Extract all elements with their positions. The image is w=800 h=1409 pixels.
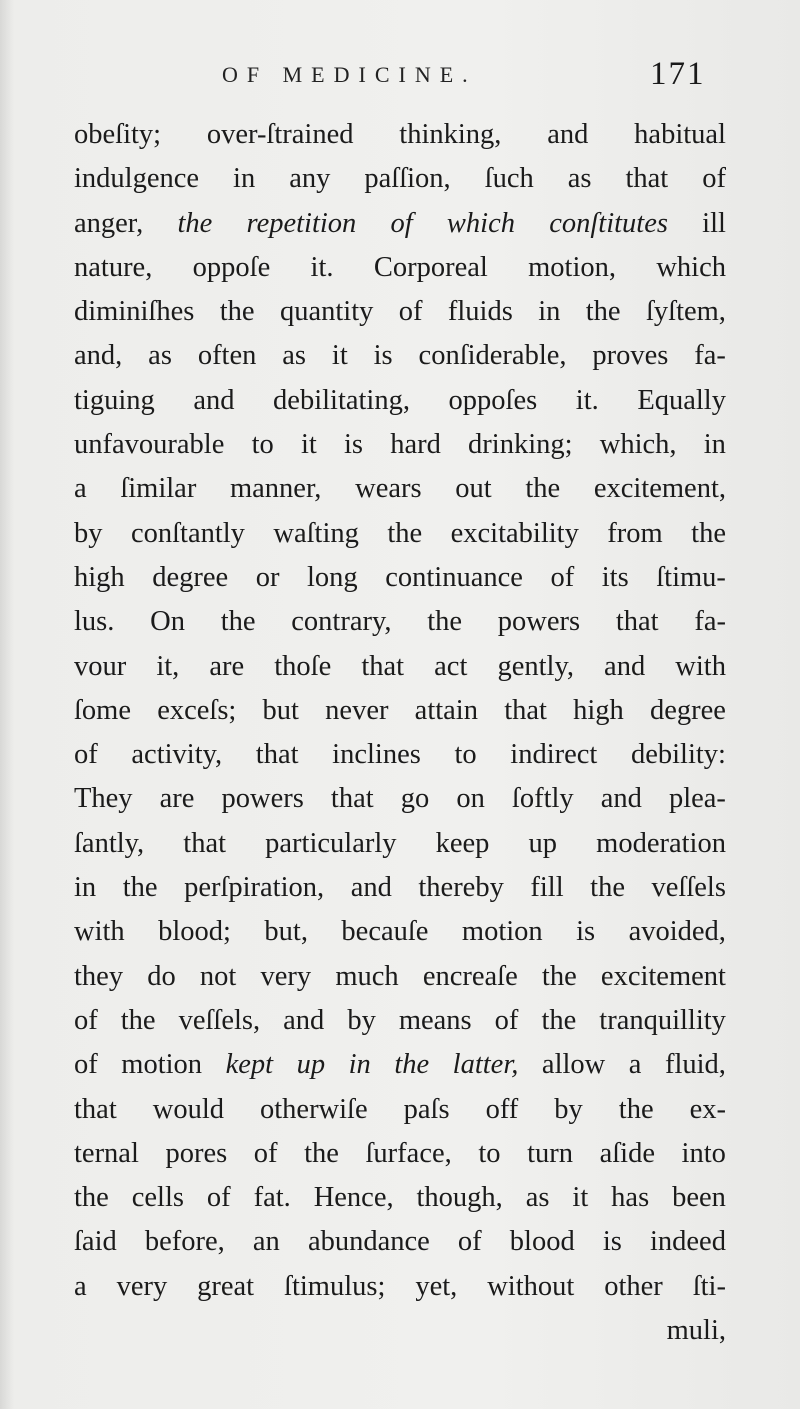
word: from (607, 517, 663, 549)
word: fat. (253, 1182, 291, 1214)
word: with (74, 916, 125, 948)
word: on (456, 783, 485, 815)
text-line (74, 157, 726, 201)
word: tiguing (74, 384, 155, 416)
word: motion (121, 1049, 203, 1081)
word: nature, (74, 251, 153, 283)
word: that (255, 739, 299, 771)
word: repetition (246, 207, 357, 239)
word: into (681, 1137, 726, 1169)
word: kept (225, 1049, 274, 1081)
word: a (628, 1049, 642, 1081)
word: though, (416, 1182, 503, 1214)
word: and (350, 872, 392, 904)
word: and (600, 783, 642, 815)
word: but, (264, 916, 308, 948)
text-line (74, 556, 726, 600)
text-line (74, 246, 726, 290)
word: the (525, 473, 561, 505)
word: thereby (418, 872, 504, 904)
word: the (427, 606, 463, 638)
running-head: OF MEDICINE. (222, 62, 477, 87)
text-line (74, 866, 726, 910)
word: is (602, 1226, 622, 1258)
word: is (373, 340, 393, 372)
word: powers (497, 606, 581, 638)
word: which (446, 207, 515, 239)
word: without (487, 1270, 575, 1302)
word: often (197, 340, 257, 372)
word: attain (414, 694, 478, 726)
word: veſſels (651, 872, 726, 904)
word: contrary, (291, 606, 392, 638)
word: muli, (666, 1315, 726, 1347)
word: an (252, 1226, 280, 1258)
word: the (691, 517, 726, 549)
word: a (74, 473, 87, 505)
word: ſaid (74, 1226, 117, 1258)
word: ill (702, 207, 726, 239)
word: with (675, 650, 726, 682)
word: degree (650, 694, 726, 726)
text-line (74, 202, 726, 246)
word: ſome (74, 694, 131, 726)
word: very (260, 960, 312, 992)
word: aſide (599, 1137, 655, 1169)
word: as (282, 340, 307, 372)
word: other (604, 1270, 663, 1302)
word: in (348, 1049, 371, 1081)
word: great (197, 1270, 255, 1302)
word: of (390, 207, 413, 239)
word: which, (599, 429, 677, 461)
word: indirect (510, 739, 598, 771)
text-line (74, 733, 726, 777)
word: excitement (600, 960, 726, 992)
word: a (74, 1270, 87, 1302)
word: paſſion, (364, 163, 451, 195)
word: and (283, 1004, 325, 1036)
word: the (74, 1182, 109, 1214)
word: high (74, 561, 125, 593)
word: to (454, 739, 477, 771)
word: that (183, 827, 227, 859)
word: indeed (649, 1226, 726, 1258)
word: fa- (694, 606, 726, 638)
word: encreaſe (422, 960, 518, 992)
word: latter, (452, 1049, 519, 1081)
word: hard (390, 429, 441, 461)
word: conſtantly (130, 517, 245, 549)
word: it. (575, 384, 599, 416)
word: long (307, 561, 358, 593)
word: by (74, 517, 103, 549)
text-line (74, 1043, 726, 1087)
word: that (504, 694, 547, 726)
word: blood (509, 1226, 575, 1258)
word: thoſe (274, 650, 332, 682)
word: tranquillity (599, 1004, 726, 1036)
word: obeſity; (74, 119, 162, 150)
word: never (325, 694, 389, 726)
page-number: 171 (650, 56, 706, 92)
word: fluids (447, 296, 513, 328)
word: veſſels, (178, 1004, 261, 1036)
word: of (550, 561, 575, 593)
word: the (220, 606, 256, 638)
word: paſs (403, 1093, 450, 1125)
word: very (116, 1270, 168, 1302)
word: pores (165, 1137, 228, 1169)
word: the (177, 207, 213, 239)
word: and (604, 650, 646, 682)
word: that (361, 650, 405, 682)
word: of (457, 1226, 482, 1258)
text-line (74, 777, 726, 821)
word: as (525, 1182, 550, 1214)
text-line (74, 955, 726, 999)
word: ternal (74, 1137, 139, 1169)
word: thinking, (399, 119, 502, 150)
word: are (209, 650, 245, 682)
text-line (74, 467, 726, 511)
word: and, (74, 340, 123, 372)
word: yet, (415, 1270, 458, 1302)
text-line (74, 423, 726, 467)
body-text (74, 113, 726, 1353)
word: ex- (689, 1093, 726, 1125)
word: They (74, 783, 133, 815)
word: quantity (279, 296, 374, 328)
text-line (74, 290, 726, 334)
word: Equally (637, 384, 726, 416)
word: it (331, 340, 348, 372)
word: much (335, 960, 399, 992)
word: fluid, (664, 1049, 726, 1081)
word: by (554, 1093, 583, 1125)
word: go (400, 783, 430, 815)
word: up (296, 1049, 326, 1081)
word: drinking; (468, 429, 573, 461)
word: high (573, 694, 624, 726)
word: is (576, 916, 596, 948)
word: cells (131, 1182, 184, 1214)
word: before, (144, 1226, 225, 1258)
word: continuance (385, 561, 523, 593)
word: allow (541, 1049, 606, 1081)
word: are (159, 783, 195, 815)
word: off (485, 1093, 519, 1125)
word: turn (527, 1137, 573, 1169)
word: gently, (497, 650, 574, 682)
word: Hence, (313, 1182, 394, 1214)
word: diminiſhes (74, 296, 195, 328)
word: in (703, 429, 726, 461)
word: excitability (450, 517, 579, 549)
word: to (478, 1137, 501, 1169)
word: as (148, 340, 172, 372)
word: ſantly, (74, 827, 145, 859)
word: inclines (332, 739, 421, 771)
word: not (199, 960, 237, 992)
word: the (585, 296, 621, 328)
word: that (615, 606, 659, 638)
word: proves (592, 340, 669, 372)
text-line (74, 822, 726, 866)
word: or (255, 561, 280, 593)
word: it, (156, 650, 180, 682)
word: of (253, 1137, 278, 1169)
word: motion (461, 916, 543, 948)
word: habitual (634, 119, 726, 150)
word: it (300, 429, 317, 461)
word: debility: (630, 739, 726, 771)
word: ſoftly (511, 783, 574, 815)
word: and (193, 384, 235, 416)
word: any (289, 163, 331, 195)
page-header (0, 56, 800, 100)
word: do (147, 960, 176, 992)
word: in (233, 163, 256, 195)
word: by (347, 1004, 376, 1036)
word: waſting (273, 517, 359, 549)
word: act (434, 650, 468, 682)
text-line (74, 1132, 726, 1176)
word: the (618, 1093, 654, 1125)
word: ſuch (484, 163, 534, 195)
word: would (152, 1093, 224, 1125)
word: in (74, 872, 97, 904)
word: exceſs; (157, 694, 237, 726)
word: the (120, 1004, 156, 1036)
word: out (455, 473, 492, 505)
word: the (541, 1004, 577, 1036)
word: becauſe (341, 916, 429, 948)
word: otherwiſe (260, 1093, 368, 1125)
word: debilitating, (273, 384, 410, 416)
word: has (611, 1182, 650, 1214)
word: which (656, 251, 726, 283)
word: of (398, 296, 423, 328)
word: of (74, 1049, 98, 1081)
word: over-ſtrained (206, 119, 354, 150)
word: On (150, 606, 185, 638)
word: of (74, 1004, 98, 1036)
word: ſti- (692, 1270, 726, 1302)
word: it. (310, 251, 334, 283)
word: Corporeal (373, 251, 488, 283)
word: motion, (528, 251, 616, 283)
word: fa- (694, 340, 726, 372)
word: it (572, 1182, 589, 1214)
word: of (702, 163, 726, 195)
word: perſpiration, (184, 872, 325, 904)
word: ſimilar (120, 473, 197, 505)
text-line (74, 689, 726, 733)
word: and (547, 119, 589, 150)
text-line (74, 1220, 726, 1264)
word: indulgence (74, 163, 200, 195)
text-line (74, 1265, 726, 1309)
word: degree (152, 561, 229, 593)
text-line (74, 512, 726, 556)
word: conſtitutes (549, 207, 668, 239)
word: of (74, 739, 98, 771)
word: lus. (74, 606, 115, 638)
word: the (122, 872, 158, 904)
word: excitement, (593, 473, 726, 505)
text-line (74, 999, 726, 1043)
text-line (74, 600, 726, 644)
word: keep (435, 827, 490, 859)
word: of (494, 1004, 519, 1036)
word: ſurface, (365, 1137, 452, 1169)
word: manner, (229, 473, 322, 505)
word: conſiderable, (418, 340, 567, 372)
word: that (330, 783, 374, 815)
word: wears (355, 473, 422, 505)
word: means (398, 1004, 472, 1036)
word: oppoſes (448, 384, 538, 416)
word: that (625, 163, 669, 195)
word: avoided, (628, 916, 726, 948)
text-line (74, 1088, 726, 1132)
word: moderation (596, 827, 726, 859)
word: is (343, 429, 363, 461)
word: abundance (307, 1226, 430, 1258)
word: but (262, 694, 299, 726)
word: unfavourable (74, 429, 225, 461)
text-line (74, 1309, 726, 1353)
word: plea- (668, 783, 726, 815)
word: ſtimulus; (284, 1270, 386, 1302)
word: the (541, 960, 577, 992)
text-line (74, 379, 726, 423)
word: the (387, 517, 423, 549)
word: been (672, 1182, 726, 1214)
word: the (590, 872, 625, 904)
word: powers (221, 783, 304, 815)
text-line (74, 645, 726, 689)
word: the (394, 1049, 430, 1081)
word: its (601, 561, 629, 593)
word: vour (74, 650, 127, 682)
word: ſyſtem, (645, 296, 726, 328)
word: they (74, 960, 124, 992)
word: particularly (265, 827, 397, 859)
text-line (74, 910, 726, 954)
text-line (74, 334, 726, 378)
word: in (538, 296, 561, 328)
text-line (74, 1176, 726, 1220)
word: anger, (74, 207, 144, 239)
word: oppoſe (192, 251, 271, 283)
word: to (251, 429, 274, 461)
word: of (206, 1182, 231, 1214)
word: fill (530, 872, 564, 904)
text-line (74, 113, 726, 157)
word: ſtimu- (656, 561, 726, 593)
word: the (219, 296, 255, 328)
word: blood; (158, 916, 231, 948)
word: as (567, 163, 592, 195)
word: up (528, 827, 558, 859)
word: activity, (131, 739, 223, 771)
word: that (74, 1093, 117, 1125)
word: the (304, 1137, 339, 1169)
